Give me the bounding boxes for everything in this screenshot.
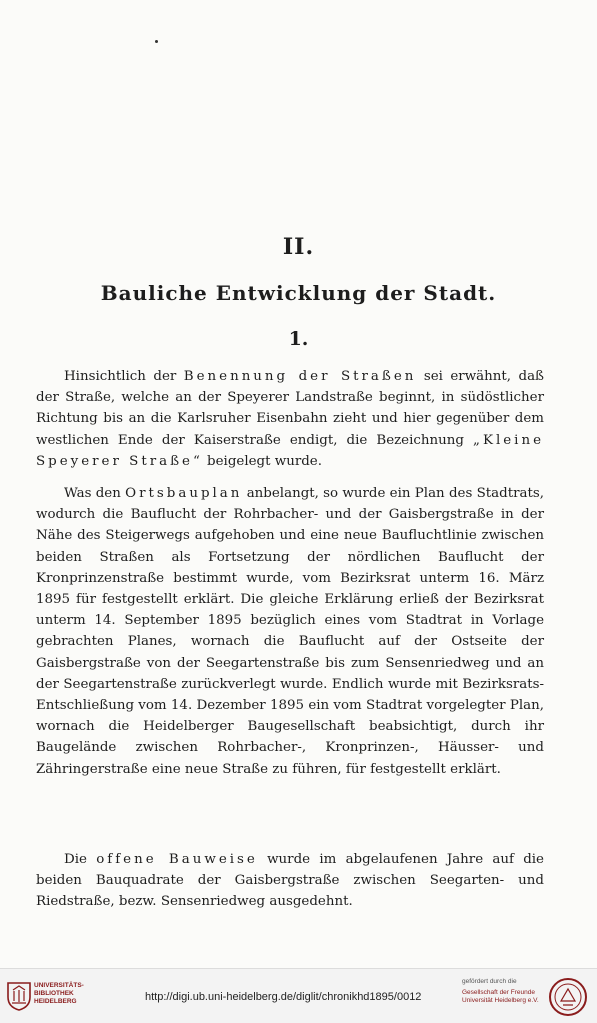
- spaced-emphasis: offene Bauweise: [96, 852, 258, 867]
- sponsor-name-line: Universität Heidelberg e.V.: [462, 997, 539, 1004]
- paragraph-text: Hinsichtlich der: [64, 369, 184, 384]
- paragraph-open-construction: [36, 849, 544, 913]
- university-seal-icon: [6, 981, 32, 1011]
- sponsor-label: gefördert durch die: [462, 978, 517, 985]
- chapter-title: Bauliche Entwicklung der Stadt.: [100, 281, 497, 305]
- paragraph-text: anbelangt, so wurde ein Plan des Stadtrats, wodurch die Bauflucht der Rohrbacher- und der Gaisbergstraße in der Nähe des Steigerwegs aufgehoben und eine neue Baufluchtlinie zwischen beiden Straßen als Fortsetzung der nördlichen Bauflucht der Kronprinzenstraße bestimmt wurde, vom Bezirksrat unterm 16. März 1895 für festgestellt erklärt. Die gleiche Erklärung erließ der Bezirksrat unterm 14. September 1895 bezüglich eines vom Stadtrat in Vorlage gebrachten Planes, wornach die Bauflucht auf der Ostseite der Gaisbergstraße von der Seegartenstraße bis zum Sensenriedweg und an der Seegartenstraße zurückverlegt wurde. Endlich wurde mit Bezirksrats-Entschließung vom 14. Dezember 1895 ein vom Stadtrat vorgelegter Plan, wornach die Heidelberger Baugesellschaft beabsichtigt, durch ihr Baugelände zwischen Rohrbacher-, Kronprinzen-, Häusser- und Zähringerstraße eine neue Straße zu führen, für festgestellt erklärt.: [36, 486, 544, 777]
- university-library-name: [34, 982, 84, 1006]
- university-name-line: UNIVERSITÄTS-: [34, 982, 84, 989]
- paragraph-text: sei erwähnt, daß der Straße, welche an der Speyerer Landstraße beginnt, in südöstlicher Richtung bis an die Karlsruher Eisenbahn zieht und hier gegenüber dem westlichen Ende der Kaiserstraße endigt, die Bezeichnung: [36, 369, 544, 448]
- viewer-footer: [0, 968, 597, 1023]
- spaced-emphasis: Ortsbauplan: [125, 486, 243, 501]
- paragraph-text: wurde im abgelaufenen Jahre auf die beiden Bauquadrate der Gaisbergstraße zwischen Seegarten- und Riedstraße, bezw. Sensenriedweg ausgedehnt.: [36, 852, 544, 910]
- ink-speck: [155, 40, 158, 43]
- section-number: 1.: [288, 328, 309, 350]
- university-name-line: BIBLIOTHEK: [34, 990, 74, 997]
- spaced-emphasis: „Kleine Speyerer Straße“: [36, 432, 544, 469]
- society-seal-icon: [548, 977, 588, 1017]
- chapter-number: II.: [282, 234, 315, 260]
- paragraph-text: beigelegt wurde.: [202, 453, 322, 469]
- sponsor-name-line: Gesellschaft der Freunde: [462, 989, 535, 996]
- paragraph-street-naming: [36, 366, 544, 472]
- paragraph-building-plan: [36, 483, 544, 780]
- permalink-url[interactable]: http://digi.ub.uni-heidelberg.de/diglit/chronikhd1895/0012: [145, 991, 422, 1003]
- spaced-emphasis: Benennung der Straßen: [183, 369, 417, 384]
- paragraph-text: Die: [64, 852, 97, 867]
- university-name-line: HEIDELBERG: [34, 998, 77, 1005]
- sponsor-name: [462, 989, 539, 1005]
- paragraph-text: Was den: [64, 486, 126, 501]
